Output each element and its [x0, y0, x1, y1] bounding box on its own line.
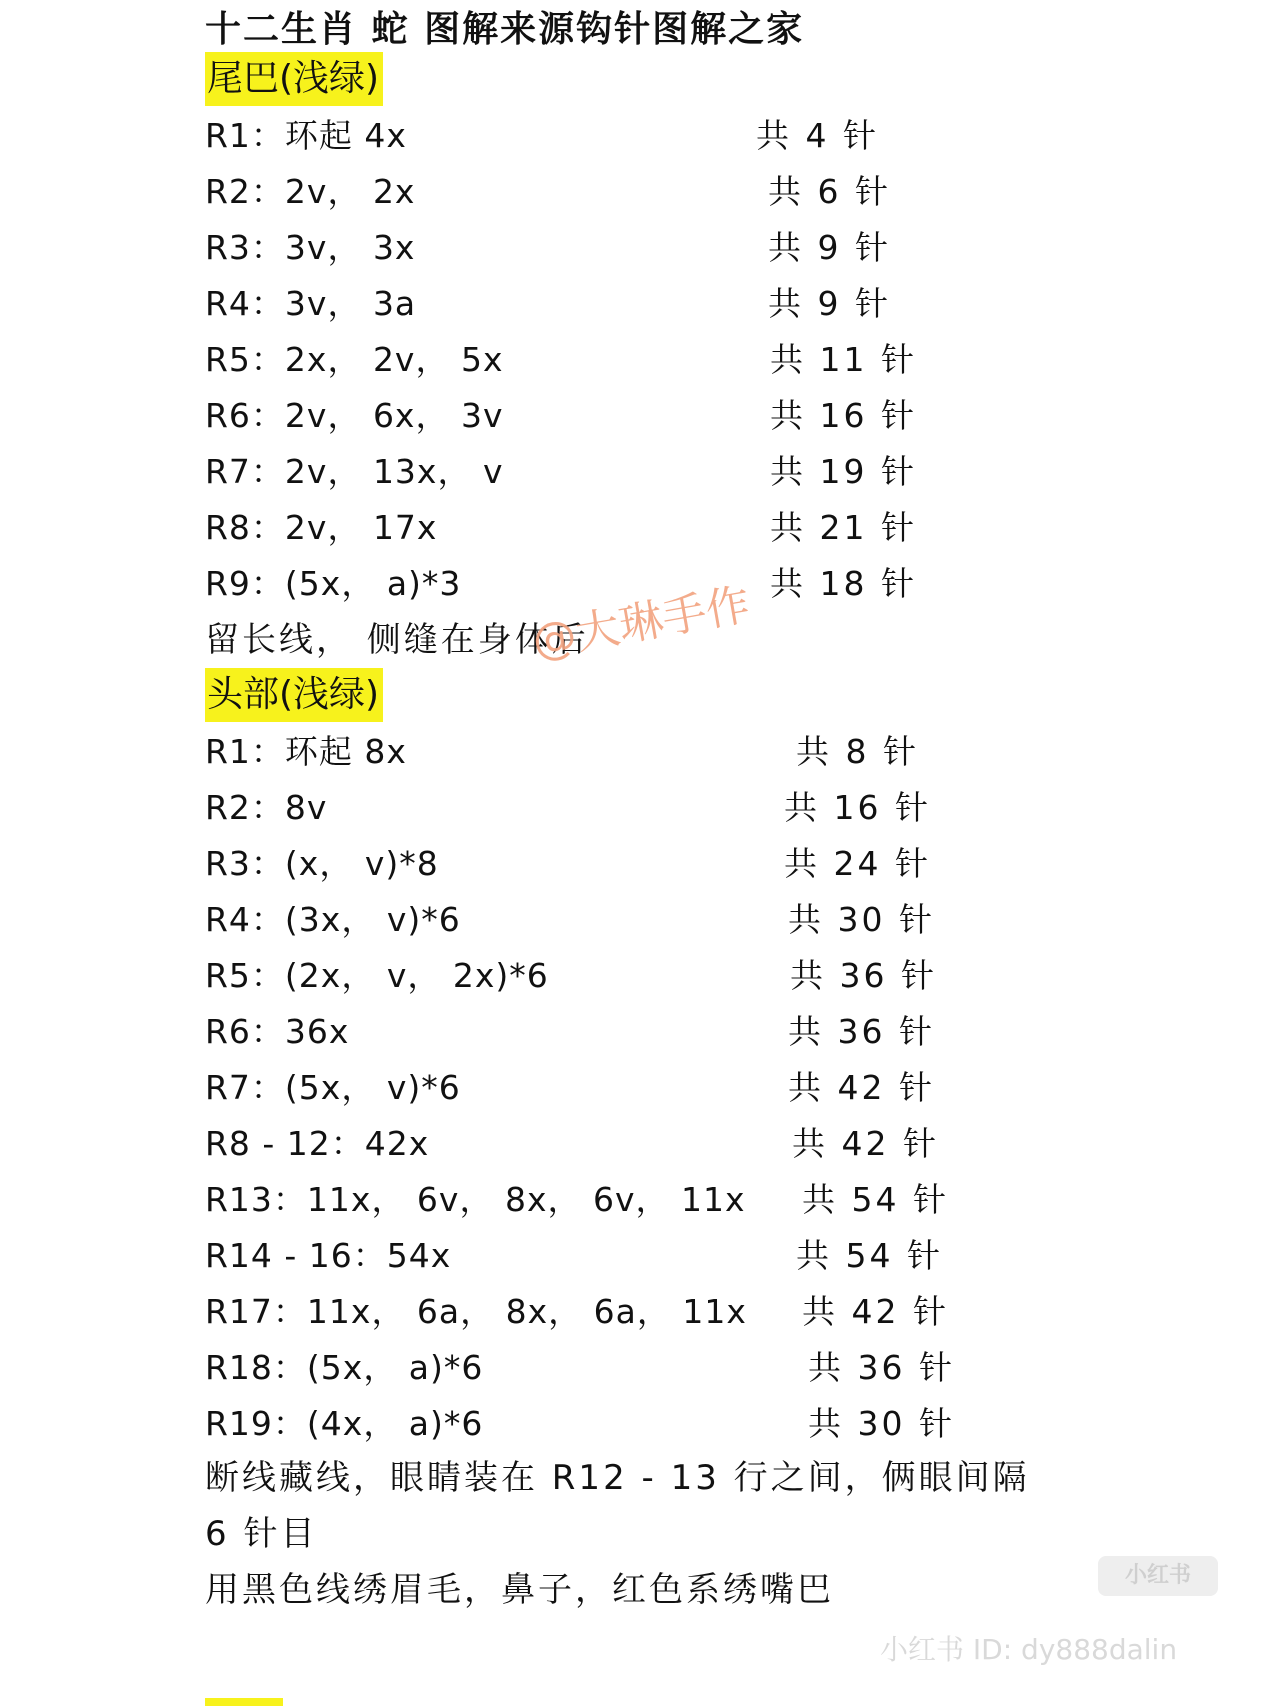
row-total: 共 24 针: [784, 844, 931, 883]
row-instruction: R1：环起 8x: [205, 732, 407, 771]
row-instruction: R2：8v: [205, 788, 328, 827]
row-instruction: R6：36x: [205, 1012, 350, 1051]
highlight-bar: [205, 1698, 283, 1706]
row-instruction: R7：2v， 13x， v: [205, 452, 504, 491]
row-total: 共 36 针: [808, 1348, 955, 1387]
row-instruction: R4：(3x， v)*6: [205, 900, 461, 939]
row-instruction: R4：3v， 3a: [205, 284, 417, 323]
row-total: 共 42 针: [788, 1068, 935, 1107]
row-instruction: R5：(2x， v， 2x)*6: [205, 956, 549, 995]
row-total: 共 4 针: [756, 116, 879, 155]
row-total: 共 54 针: [796, 1236, 943, 1275]
row-instruction: R14 - 16：54x: [205, 1236, 452, 1275]
row-instruction: R18：(5x， a)*6: [205, 1348, 484, 1387]
row-total: 共 54 针: [802, 1180, 949, 1219]
row-instruction: R1：环起 4x: [205, 116, 407, 155]
row-instruction: R5：2x， 2v， 5x: [205, 340, 504, 379]
row-instruction: R9：(5x， a)*3: [205, 564, 462, 603]
section-label-tail: 尾巴(浅绿): [205, 52, 383, 106]
row-instruction: R8：2v， 17x: [205, 508, 438, 547]
note-text: 用黑色线绣眉毛，鼻子，红色系绣嘴巴: [205, 1570, 834, 1610]
note-text: 留长线， 侧缝在身体后: [205, 620, 589, 660]
platform-id-watermark: 小红书 ID: dy888dalin: [880, 1633, 1178, 1666]
row-total: 共 11 针: [770, 340, 917, 379]
row-instruction: R17：11x， 6a， 8x， 6a， 11x: [205, 1292, 747, 1331]
row-instruction: R19：(4x， a)*6: [205, 1404, 484, 1443]
row-total: 共 42 针: [792, 1124, 939, 1163]
row-total: 共 42 针: [802, 1292, 949, 1331]
xiaohongshu-logo: 小红书: [1098, 1556, 1218, 1596]
row-instruction: R7：(5x， v)*6: [205, 1068, 461, 1107]
row-total: 共 30 针: [788, 900, 935, 939]
note-text: 6 针目: [205, 1514, 318, 1554]
row-total: 共 16 针: [770, 396, 917, 435]
row-total: 共 36 针: [788, 1012, 935, 1051]
row-instruction: R6：2v， 6x， 3v: [205, 396, 504, 435]
row-total: 共 30 针: [808, 1404, 955, 1443]
row-instruction: R2：2v， 2x: [205, 172, 416, 211]
page-title: 十二生肖 蛇 图解来源钩针图解之家: [205, 9, 805, 50]
row-instruction: R13：11x， 6v， 8x， 6v， 11x: [205, 1180, 746, 1219]
author-watermark: @大琳手作: [528, 579, 754, 668]
row-total: 共 9 针: [768, 228, 891, 267]
row-total: 共 19 针: [770, 452, 917, 491]
row-total: 共 9 针: [768, 284, 891, 323]
row-instruction: R3：3v， 3x: [205, 228, 416, 267]
row-total: 共 8 针: [796, 732, 919, 771]
row-total: 共 16 针: [784, 788, 931, 827]
row-instruction: R3：(x， v)*8: [205, 844, 439, 883]
row-instruction: R8 - 12：42x: [205, 1124, 430, 1163]
row-total: 共 6 针: [768, 172, 891, 211]
row-total: 共 21 针: [770, 508, 917, 547]
row-total: 共 18 针: [770, 564, 917, 603]
row-total: 共 36 针: [790, 956, 937, 995]
note-text: 断线藏线，眼睛装在 R12 - 13 行之间，俩眼间隔: [205, 1458, 1030, 1498]
section-label-head: 头部(浅绿): [205, 668, 383, 722]
